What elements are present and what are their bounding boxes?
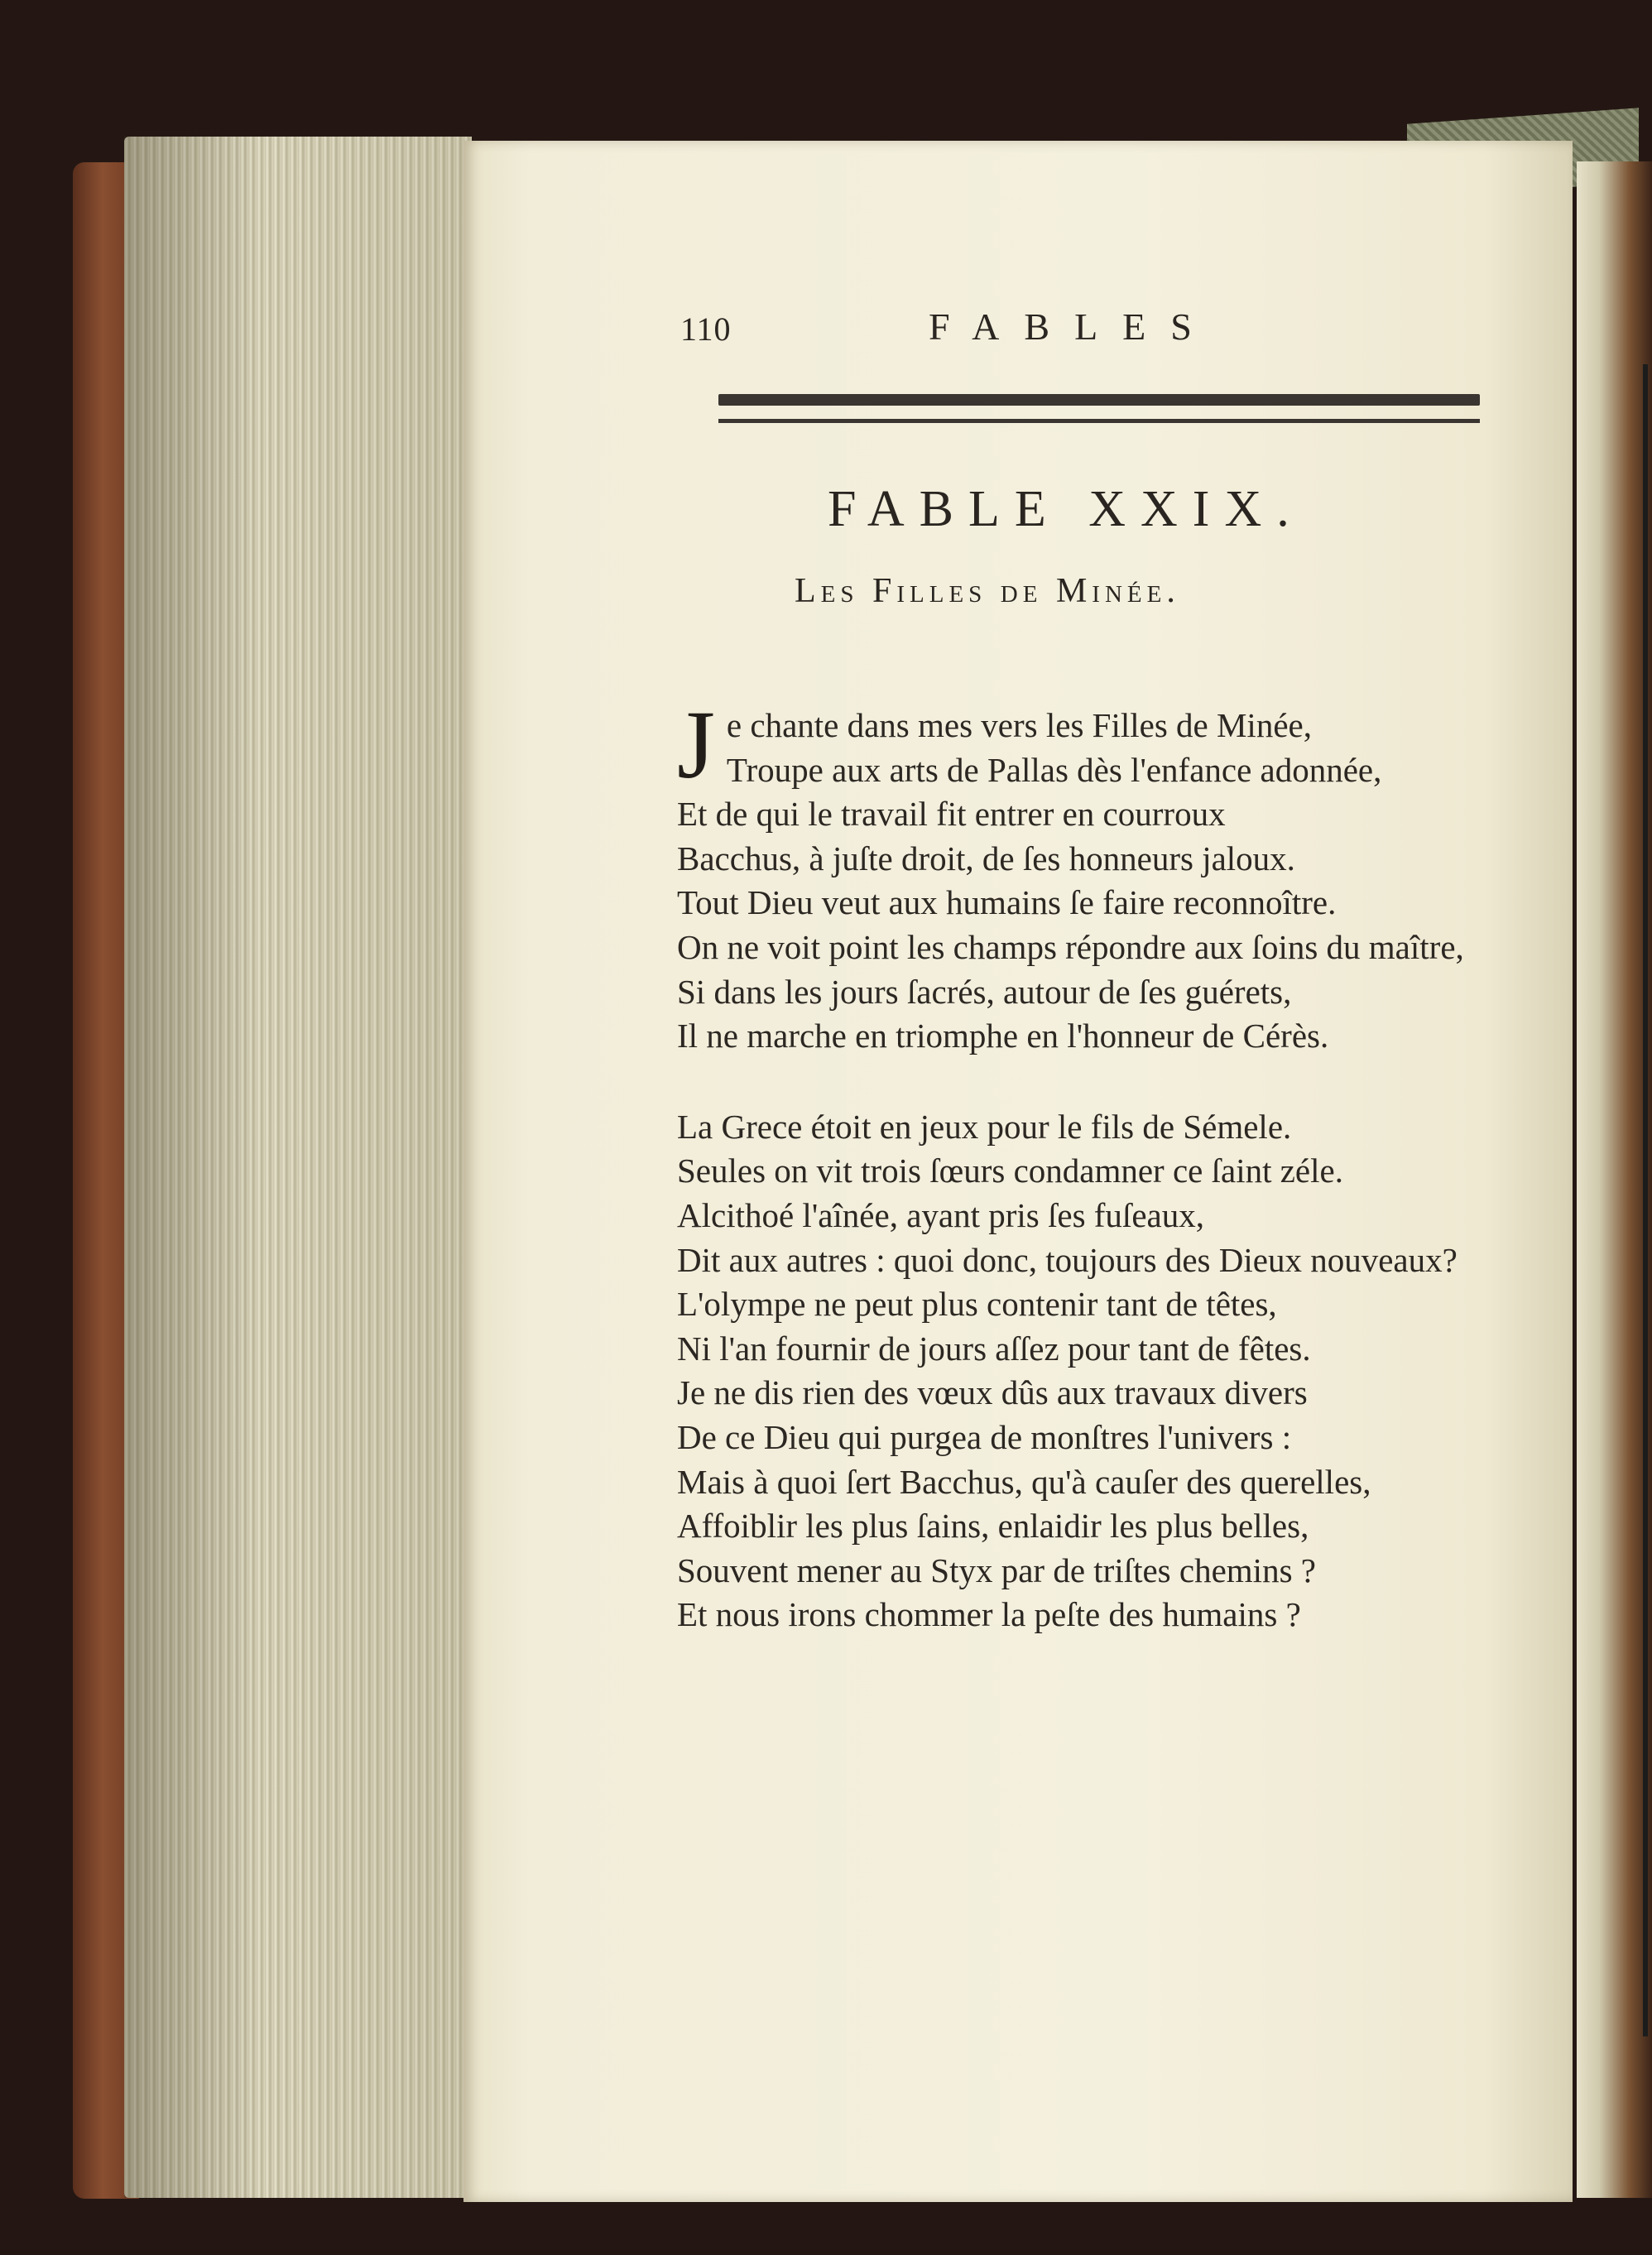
stanza-break [677,1059,1505,1105]
verse-line: Et nous irons chommer la peſte des humains ? [677,1595,1301,1634]
verse-line: Et de qui le travail fit entrer en courroux [677,795,1226,834]
fable-title: FABLE XXIX. [828,481,1304,537]
facing-page-edge [1577,161,1652,2198]
verse-line: Mais à quoi ſert Bacchus, qu'à cauſer des querelles, [677,1462,1371,1501]
verse-line: Si dans les jours ſacrés, autour de ſes guérets, [677,972,1292,1011]
verse-line: Troupe aux arts de Pallas dès l'enfance adonnée, [726,750,1382,789]
verse-line: La Grece étoit en jeux pour le fils de Sémele. [677,1107,1292,1146]
ornamental-rule-thick [718,394,1480,406]
verse-line: Affoiblir les plus ſains, enlaidir les plus belles, [677,1507,1309,1546]
verse-line: Ni l'an fournir de jours aſſez pour tant de fêtes. [677,1329,1311,1368]
verse-line: Alcithoé l'aînée, ayant pris ſes fuſeaux, [677,1195,1204,1234]
verse-line: Tout Dieu veut aux humains ſe faire reconnoître. [677,883,1337,922]
verse-line: Bacchus, à juſte droit, de ſes honneurs jaloux. [677,839,1295,877]
facing-page-border [1643,364,1648,2036]
verse-line: Souvent mener au Styx par de triſtes chemins ? [677,1551,1316,1589]
page-number: 110 [680,310,732,348]
poem-text [677,690,1505,1637]
verse-line: Je ne dis rien des vœux dûs aux travaux divers [677,1373,1308,1412]
running-head: FABLES [929,305,1217,348]
drop-cap: J [677,690,715,799]
verse-line: On ne voit point les champs répondre aux ſoins du maître, [677,927,1464,966]
verse-line: De ce Dieu qui purgea de monſtres l'univers : [677,1417,1292,1456]
first-line-text: e chante dans mes vers les Filles de Minée, [726,706,1312,744]
verse-line: Seules on vit trois ſœurs condamner ce ſaint zéle. [677,1152,1343,1190]
fable-subtitle: Les Filles de Minée. [795,572,1180,610]
verse-line: Il ne marche en triomphe en l'honneur de Cérès. [677,1017,1329,1055]
verse-line: Dit aux autres : quoi donc, toujours des Dieux nouveaux? [677,1240,1458,1279]
page-edges-shadow [124,137,472,2198]
verse-line: L'olympe ne peut plus contenir tant de têtes, [677,1285,1277,1324]
ornamental-rule-thin [718,419,1480,423]
page-header [680,305,1326,354]
